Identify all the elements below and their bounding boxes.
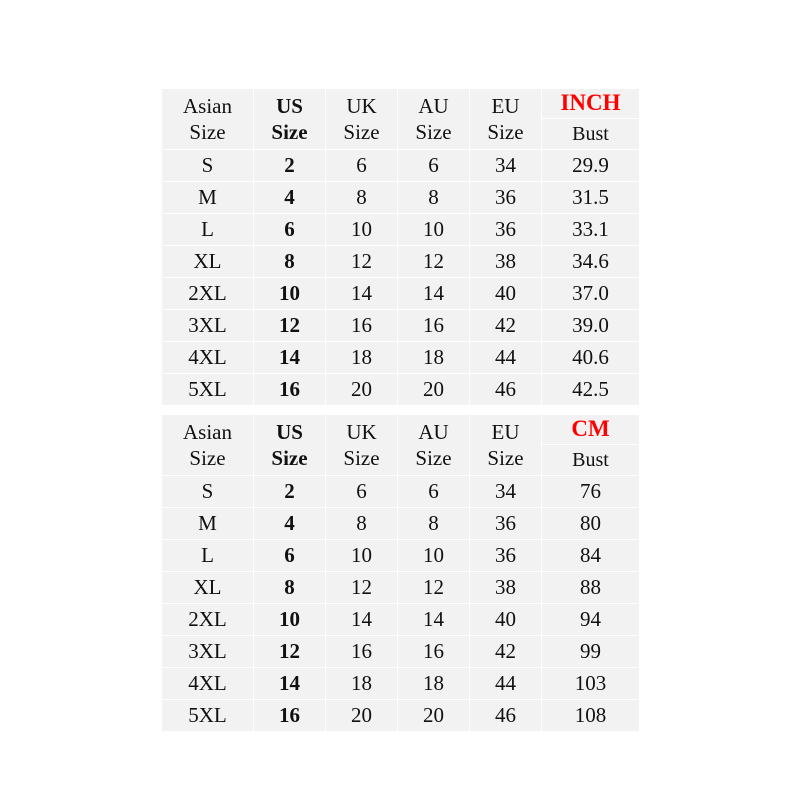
cell-us: 10 [254,278,326,310]
cell-us: 8 [254,246,326,278]
cell-us: 14 [254,342,326,374]
cell-uk: 16 [326,310,398,342]
cell-uk: 14 [326,278,398,310]
table-row [162,214,640,246]
cell-eu: 36 [470,540,542,572]
cell-us: 6 [254,214,326,246]
cell-us: 10 [254,604,326,636]
header-asian-size: Asian Size [162,89,254,150]
table-row [162,572,640,604]
cell-asian: XL [162,572,254,604]
cell-uk: 18 [326,342,398,374]
cell-eu: 46 [470,700,542,732]
cell-eu: 40 [470,604,542,636]
header-au-size: AU Size [398,89,470,150]
cell-uk: 16 [326,636,398,668]
header-asian-size: Asian Size [162,415,254,476]
cell-uk: 6 [326,150,398,182]
table-header-row [162,415,640,476]
cell-eu: 36 [470,508,542,540]
cell-us: 12 [254,310,326,342]
cell-eu: 44 [470,342,542,374]
cell-bust: 33.1 [542,214,640,246]
cell-au: 10 [398,540,470,572]
cell-bust: 31.5 [542,182,640,214]
cell-asian: M [162,182,254,214]
table-separator [161,406,639,414]
cell-asian: 4XL [162,668,254,700]
table-row [162,374,640,406]
cell-bust: 99 [542,636,640,668]
cell-eu: 38 [470,572,542,604]
cell-uk: 18 [326,668,398,700]
cell-eu: 36 [470,182,542,214]
table-row [162,278,640,310]
cell-uk: 14 [326,604,398,636]
table-row [162,636,640,668]
cell-eu: 46 [470,374,542,406]
table-row [162,150,640,182]
size-table-inch [161,88,640,406]
cell-asian: XL [162,246,254,278]
header-unit-measure [542,89,640,150]
cell-au: 8 [398,182,470,214]
cell-uk: 12 [326,572,398,604]
cell-bust: 76 [542,476,640,508]
header-eu-size: EU Size [470,415,542,476]
table-row [162,342,640,374]
table-row [162,700,640,732]
cell-bust: 108 [542,700,640,732]
cell-bust: 84 [542,540,640,572]
cell-eu: 42 [470,636,542,668]
cell-asian: 3XL [162,310,254,342]
table-row [162,604,640,636]
cell-us: 4 [254,508,326,540]
cell-eu: 36 [470,214,542,246]
cell-au: 14 [398,604,470,636]
table-row [162,668,640,700]
cell-us: 2 [254,150,326,182]
cell-bust: 29.9 [542,150,640,182]
cell-au: 12 [398,246,470,278]
cell-au: 10 [398,214,470,246]
cell-asian: 4XL [162,342,254,374]
cell-bust: 94 [542,604,640,636]
cell-us: 8 [254,572,326,604]
table-row [162,246,640,278]
size-table-cm [161,414,640,732]
cell-uk: 10 [326,214,398,246]
cell-uk: 10 [326,540,398,572]
measure-label-bust: Bust [572,122,609,145]
cell-bust: 80 [542,508,640,540]
table-header-row [162,89,640,150]
cell-eu: 40 [470,278,542,310]
cell-uk: 20 [326,700,398,732]
cell-asian: 3XL [162,636,254,668]
cell-au: 8 [398,508,470,540]
cell-au: 14 [398,278,470,310]
header-us-size: US Size [254,89,326,150]
cell-us: 12 [254,636,326,668]
header-au-size: AU Size [398,415,470,476]
cell-au: 20 [398,700,470,732]
cell-us: 14 [254,668,326,700]
unit-label-inch: INCH [542,89,639,119]
cell-eu: 42 [470,310,542,342]
cell-uk: 8 [326,508,398,540]
unit-label-cm: CM [542,415,639,445]
cell-us: 6 [254,540,326,572]
cell-au: 16 [398,310,470,342]
table-row [162,476,640,508]
header-us-size: US Size [254,415,326,476]
table-row [162,508,640,540]
cell-us: 16 [254,700,326,732]
cell-eu: 34 [470,476,542,508]
cell-bust: 42.5 [542,374,640,406]
measure-label-bust: Bust [572,448,609,471]
cell-uk: 12 [326,246,398,278]
cell-au: 20 [398,374,470,406]
cell-us: 16 [254,374,326,406]
cell-au: 16 [398,636,470,668]
cell-au: 18 [398,342,470,374]
cell-eu: 34 [470,150,542,182]
table-row [162,182,640,214]
table-row [162,310,640,342]
cell-asian: L [162,540,254,572]
table-row [162,540,640,572]
cell-asian: S [162,150,254,182]
cell-asian: 2XL [162,278,254,310]
cell-au: 6 [398,150,470,182]
header-eu-size: EU Size [470,89,542,150]
cell-asian: 5XL [162,374,254,406]
cell-bust: 88 [542,572,640,604]
cell-bust: 103 [542,668,640,700]
cell-eu: 38 [470,246,542,278]
header-unit-measure [542,415,640,476]
cell-asian: 2XL [162,604,254,636]
cell-us: 4 [254,182,326,214]
cell-au: 18 [398,668,470,700]
cell-bust: 34.6 [542,246,640,278]
header-uk-size: UK Size [326,89,398,150]
cell-us: 2 [254,476,326,508]
cell-asian: S [162,476,254,508]
cell-asian: M [162,508,254,540]
cell-bust: 40.6 [542,342,640,374]
cell-eu: 44 [470,668,542,700]
cell-bust: 37.0 [542,278,640,310]
cell-uk: 8 [326,182,398,214]
cell-bust: 39.0 [542,310,640,342]
cell-au: 12 [398,572,470,604]
cell-uk: 6 [326,476,398,508]
header-uk-size: UK Size [326,415,398,476]
cell-asian: 5XL [162,700,254,732]
cell-uk: 20 [326,374,398,406]
cell-asian: L [162,214,254,246]
cell-au: 6 [398,476,470,508]
size-tables-container [161,88,639,732]
